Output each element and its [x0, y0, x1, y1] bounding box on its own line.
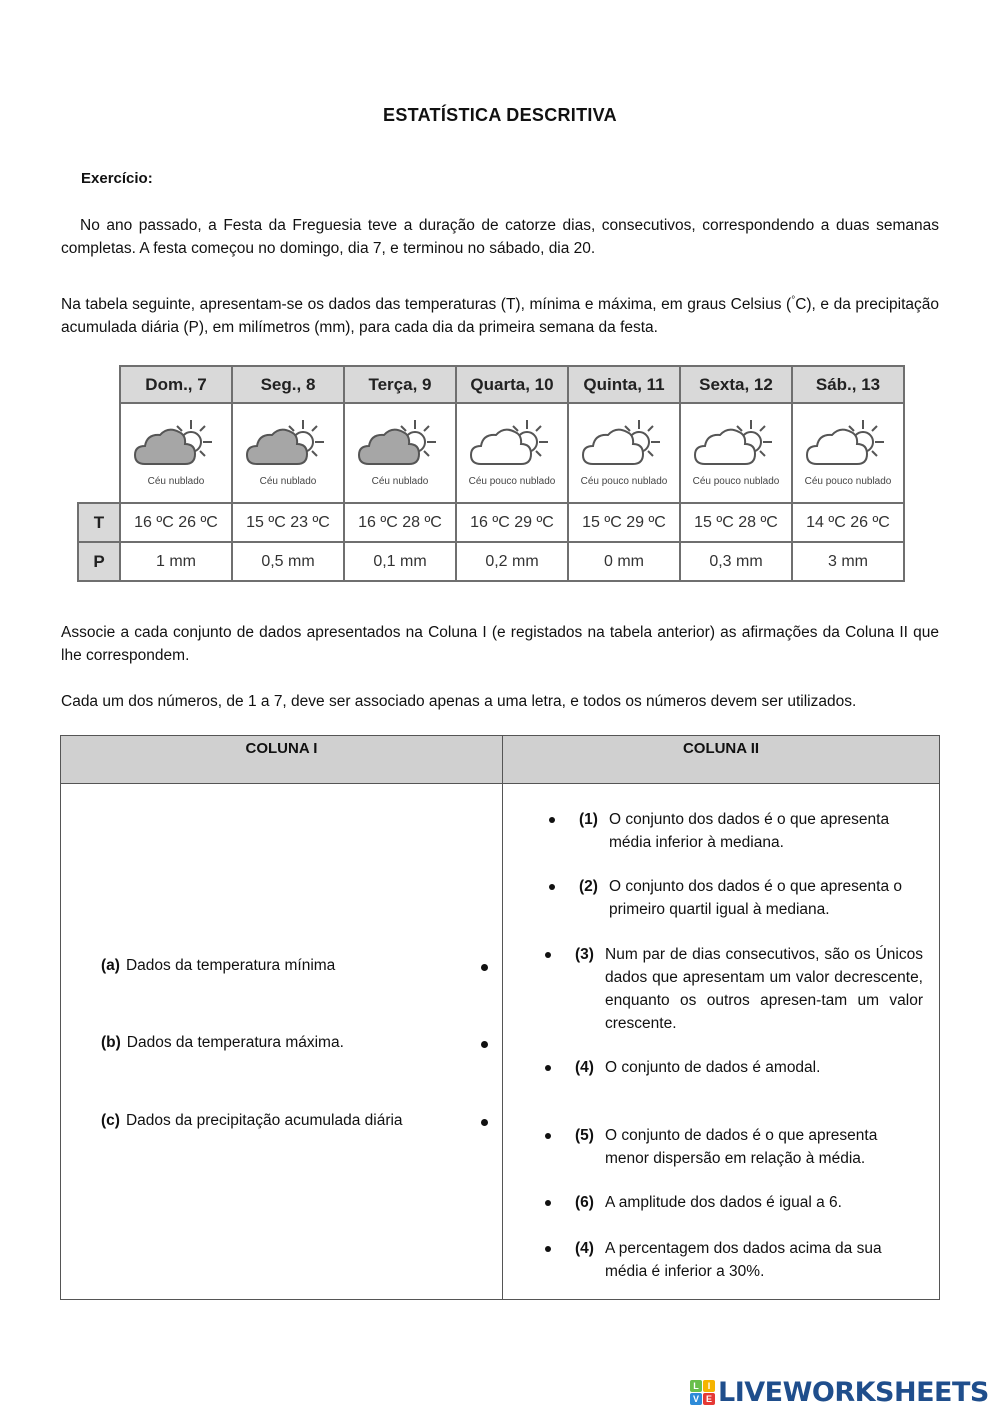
column-2-item-4 [545, 1056, 935, 1079]
column-2-item-2 [549, 875, 939, 921]
corner-cell [78, 403, 120, 503]
row-label-temperature: T [78, 503, 120, 542]
weather-cell [568, 403, 680, 503]
match-dot-6[interactable] [545, 1200, 551, 1206]
weather-cell [456, 403, 568, 503]
item-text: O conjunto dos dados é o que apresenta média inferior à mediana. [609, 811, 890, 851]
temperature-value: 14 ºC 26 ºC [792, 503, 904, 542]
corner-cell [78, 366, 120, 403]
weather-condition: Céu nublado [259, 476, 317, 487]
precipitation-value: 1 mm [120, 542, 232, 581]
column-2-cell [503, 784, 940, 1300]
day-header: Dom., 7 [120, 366, 232, 403]
item-key: (1) [579, 811, 598, 828]
exercise-heading: Exercício: [81, 170, 153, 187]
logo-tile: L [690, 1380, 702, 1392]
weather-condition: Céu pouco nublado [804, 476, 892, 487]
item-key: (a) [101, 957, 120, 974]
weather-cell [232, 403, 344, 503]
matching-table [60, 735, 940, 1300]
matching-header-row [61, 736, 940, 784]
precipitation-value: 0 mm [568, 542, 680, 581]
cloud-sun-outline-icon [581, 418, 667, 470]
liveworksheets-logo [690, 1377, 989, 1408]
item-key: (2) [579, 878, 598, 895]
column-1-item-a [101, 957, 335, 975]
day-header: Quarta, 10 [456, 366, 568, 403]
temperature-value: 16 ºC 29 ºC [456, 503, 568, 542]
column-2-item-5 [545, 1124, 935, 1170]
logo-tile: V [690, 1393, 702, 1405]
item-key: (c) [101, 1112, 120, 1129]
temperature-value: 16 ºC 28 ºC [344, 503, 456, 542]
item-text: O conjunto de dados é amodal. [605, 1059, 821, 1076]
item-text: O conjunto de dados é o que apresenta menor dispersão em relação à média. [605, 1127, 878, 1167]
match-dot-3[interactable] [545, 952, 551, 958]
precipitation-value: 0,3 mm [680, 542, 792, 581]
weather-condition: Céu pouco nublado [468, 476, 556, 487]
weather-condition: Céu nublado [371, 476, 429, 487]
weather-cell [344, 403, 456, 503]
temperature-value: 15 ºC 23 ºC [232, 503, 344, 542]
column-2-header: COLUNA II [503, 736, 940, 784]
column-1-cell [61, 784, 503, 1300]
weather-condition: Céu pouco nublado [580, 476, 668, 487]
weather-icon-row [78, 403, 904, 503]
precipitation-value: 0,1 mm [344, 542, 456, 581]
instruction-paragraph: Associe a cada conjunto de dados apresentados na Coluna I (e registados na tabela anterior) as afirmações da Coluna II que lhe correspondem. [61, 624, 939, 664]
day-header-row [78, 366, 904, 403]
item-key: (6) [575, 1194, 594, 1211]
precipitation-row [78, 542, 904, 581]
weather-condition: Céu pouco nublado [692, 476, 780, 487]
table-description-paragraph [61, 289, 939, 339]
cloud-sun-outline-icon [693, 418, 779, 470]
match-dot-7[interactable] [545, 1246, 551, 1252]
item-key: (4) [575, 1059, 594, 1076]
intro-paragraph: No ano passado, a Festa da Freguesia teve a duração de catorze dias, consecutivos, correspondendo a duas semanas completas. A festa começou no domingo, dia 7, e terminou no sábado, dia 20. [61, 217, 939, 257]
degree-symbol: ° [791, 295, 796, 306]
weather-cell [680, 403, 792, 503]
cloud-sun-filled-icon [357, 418, 443, 470]
precipitation-value: 0,2 mm [456, 542, 568, 581]
day-header: Sexta, 12 [680, 366, 792, 403]
item-text: Dados da temperatura mínima [125, 957, 336, 974]
day-header: Terça, 9 [344, 366, 456, 403]
cloud-sun-outline-icon [805, 418, 891, 470]
logo-text: LIVEWORKSHEETS [718, 1377, 989, 1408]
cloud-sun-filled-icon [245, 418, 331, 470]
weather-condition: Céu nublado [147, 476, 205, 487]
match-dot-a[interactable] [481, 964, 488, 971]
item-text: A amplitude dos dados é igual a 6. [605, 1194, 842, 1211]
weather-cell [120, 403, 232, 503]
logo-tile: I [703, 1380, 715, 1392]
match-dot-1[interactable] [549, 817, 555, 823]
match-dot-5[interactable] [545, 1133, 551, 1139]
row-label-precipitation: P [78, 542, 120, 581]
temperature-value: 16 ºC 26 ºC [120, 503, 232, 542]
precipitation-value: 3 mm [792, 542, 904, 581]
weather-cell [792, 403, 904, 503]
cloud-sun-outline-icon [469, 418, 555, 470]
weather-table [77, 365, 905, 582]
item-key: (3) [575, 946, 594, 963]
column-2-item-6 [545, 1191, 935, 1214]
logo-tiles-icon [690, 1380, 715, 1405]
match-dot-c[interactable] [481, 1119, 488, 1126]
temperature-value: 15 ºC 29 ºC [568, 503, 680, 542]
page-title: ESTATÍSTICA DESCRITIVA [383, 105, 617, 125]
paragraph-text: Na tabela seguinte, apresentam-se os dados das temperaturas (T), mínima e máxima, em graus Celsius ( [61, 296, 792, 314]
temperature-row [78, 503, 904, 542]
column-2-item-3 [545, 943, 935, 1035]
day-header: Sáb., 13 [792, 366, 904, 403]
instruction-paragraph: Cada um dos números, de 1 a 7, deve ser associado apenas a uma letra, e todos os números devem ser utilizados. [61, 693, 857, 710]
column-1-header: COLUNA I [61, 736, 503, 784]
match-dot-2[interactable] [549, 884, 555, 890]
item-key: (b) [101, 1034, 121, 1051]
column-2-item-1 [549, 808, 939, 854]
match-dot-4[interactable] [545, 1065, 551, 1071]
column-2-item-7 [545, 1237, 935, 1283]
item-text: Num par de dias consecutivos, são os Únicos dados que apresentam um valor decrescente, enquanto os outros apresen-tam um valor crescente. [605, 946, 923, 1032]
matching-body-row [61, 784, 940, 1300]
column-1-item-c [101, 1112, 403, 1130]
logo-tile: E [703, 1393, 715, 1405]
item-key: (5) [575, 1127, 594, 1144]
paragraph-text: C), e da precipitação acumulada diária (P), em milímetros (mm), para cada dia da primeira semana da festa. [61, 296, 939, 337]
precipitation-value: 0,5 mm [232, 542, 344, 581]
column-1-item-b [101, 1034, 344, 1052]
item-text: A percentagem dos dados acima da sua média é inferior a 30%. [605, 1240, 882, 1280]
temperature-value: 15 ºC 28 ºC [680, 503, 792, 542]
cloud-sun-filled-icon [133, 418, 219, 470]
item-text: O conjunto dos dados é o que apresenta o primeiro quartil igual à mediana. [609, 878, 902, 918]
item-key: (4) [575, 1240, 594, 1257]
day-header: Seg., 8 [232, 366, 344, 403]
item-text: Dados da temperatura máxima. [126, 1034, 344, 1051]
day-header: Quinta, 11 [568, 366, 680, 403]
match-dot-b[interactable] [481, 1041, 488, 1048]
item-text: Dados da precipitação acumulada diária [125, 1112, 403, 1129]
